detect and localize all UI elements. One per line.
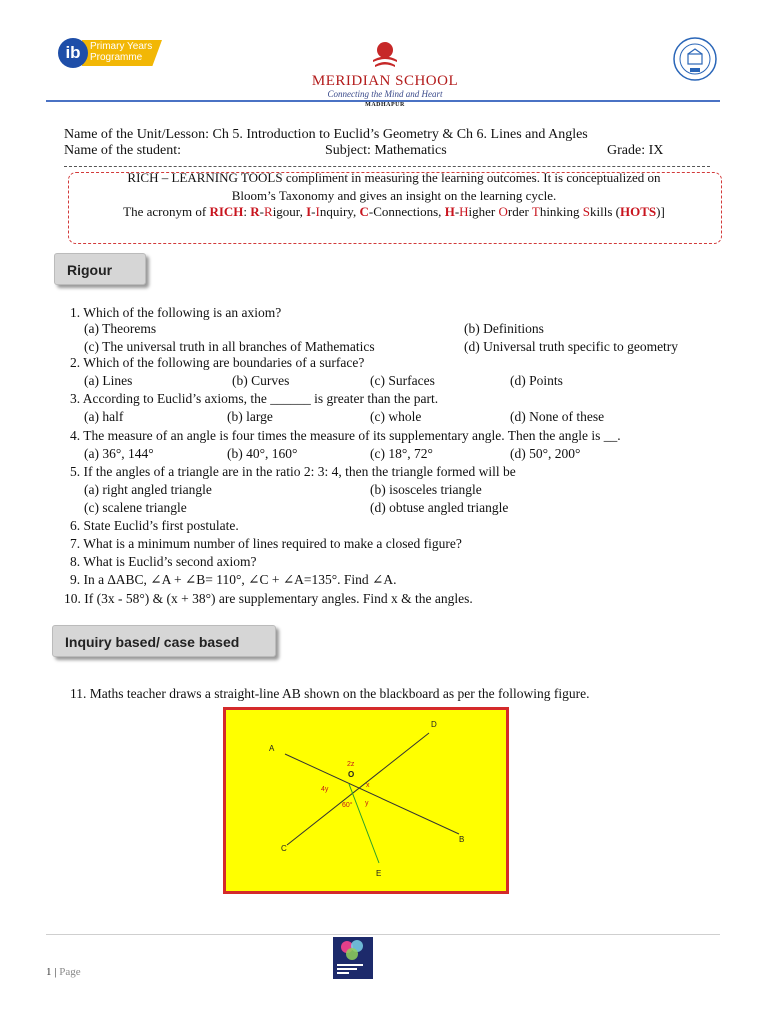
header-divider [46,100,720,102]
label-4y: 4y [321,786,329,793]
label-y: y [365,800,369,807]
question-2: 2. Which of the following are boundaries of a surface? [70,355,365,370]
q1-option-b: (b) Definitions [464,321,544,336]
question-1: 1. Which of the following is an axiom? [70,305,282,320]
label-C: C [281,844,287,853]
q3-option-b: (b) large [227,409,273,424]
question-3: 3. According to Euclid’s axioms, the ______ is greater than the part. [70,391,439,406]
cbse-seal-icon [672,36,718,82]
question-4: 4. The measure of an angle is four times the measure of its supplementary angle. Then the angle is __. [70,428,621,443]
label-A: A [269,744,275,753]
question-8: 8. What is Euclid’s second axiom? [70,554,257,569]
rich-line-1: RICH – LEARNING TOOLS compliment in measuring the learning outcomes. It is conceptualized on [127,170,661,185]
rich-acronym-line: The acronym of RICH: R-Rigour, I-Inquiry, C-Connections, H-Higher Order Thinking Skills (HOTS)] [123,204,665,219]
q2-option-d: (d) Points [510,373,563,388]
page-number: 1 | Page [46,966,81,978]
q5-option-d: (d) obtuse angled triangle [370,500,509,515]
q4-option-b: (b) 40°, 160° [227,446,298,461]
label-D: D [431,720,437,729]
rich-line-2: Bloom’s Taxonomy and gives an insight on the learning cycle. [231,188,557,203]
q4-option-a: (a) 36°, 144° [84,446,154,461]
label-x: x [366,782,370,789]
section-inquiry: Inquiry based/ case based [52,625,276,657]
q1-option-d: (d) Universal truth specific to geometry [464,339,679,354]
school-emblem-icon [370,40,400,70]
q3-option-d: (d) None of these [510,409,605,424]
geometry-figure [223,707,509,894]
school-logo-block [260,40,510,108]
school-location: MADHAPUR [365,102,405,108]
school-name: MERIDIAN SCHOOL [311,73,459,89]
unit-lesson-line: Name of the Unit/Lesson: Ch 5. Introduction to Euclid’s Geometry & Ch 6. Lines and Angles [64,127,588,142]
question-6: 6. State Euclid’s first postulate. [70,518,239,533]
label-2z: 2z [347,761,355,768]
q5-option-a: (a) right angled triangle [84,482,212,497]
ib-logo-text: Primary Years Programme [90,41,153,63]
label-O: O [348,770,355,779]
school-tagline: Connecting the Mind and Heart [327,89,443,99]
section-rigour: Rigour [54,253,146,285]
question-11: 11. Maths teacher draws a straight-line AB shown on the blackboard as per the following figure. [70,686,590,701]
subject-label: Subject: Mathematics [325,143,447,158]
q4-option-c: (c) 18°, 72° [370,446,433,461]
question-9: 9. In a ∆ABC, ∠A + ∠B= 110°, ∠C + ∠A=135°. Find ∠A. [70,572,397,587]
q3-option-a: (a) half [84,409,124,424]
q4-option-d: (d) 50°, 200° [510,446,581,461]
q1-option-c: (c) The universal truth in all branches of Mathematics [84,339,375,354]
q5-option-c: (c) scalene triangle [84,500,187,515]
q2-option-c: (c) Surfaces [370,373,435,388]
q1-option-a: (a) Theorems [84,321,157,336]
label-E: E [376,869,382,878]
question-5: 5. If the angles of a triangle are in the ratio 2: 3: 4, then the triangle formed will be [70,464,516,479]
q2-option-b: (b) Curves [232,373,290,388]
q5-option-b: (b) isosceles triangle [370,482,482,497]
label-60-degree: 60° [342,802,353,809]
ib-pyp-logo [58,38,164,68]
ib-logo-circle: ib [58,38,88,68]
question-7: 7. What is a minimum number of lines required to make a closed figure? [70,536,462,551]
q3-option-c: (c) whole [370,409,422,424]
iduc-award-logo-icon [333,937,373,979]
label-B: B [459,835,465,844]
student-name-label: Name of the student: [64,143,182,158]
question-10: 10. If (3x - 58°) & (x + 38°) are supplementary angles. Find x & the angles. [64,591,473,606]
grade-label: Grade: IX [607,143,664,158]
info-divider [64,166,710,167]
footer-divider [46,934,720,935]
q2-option-a: (a) Lines [84,373,133,388]
